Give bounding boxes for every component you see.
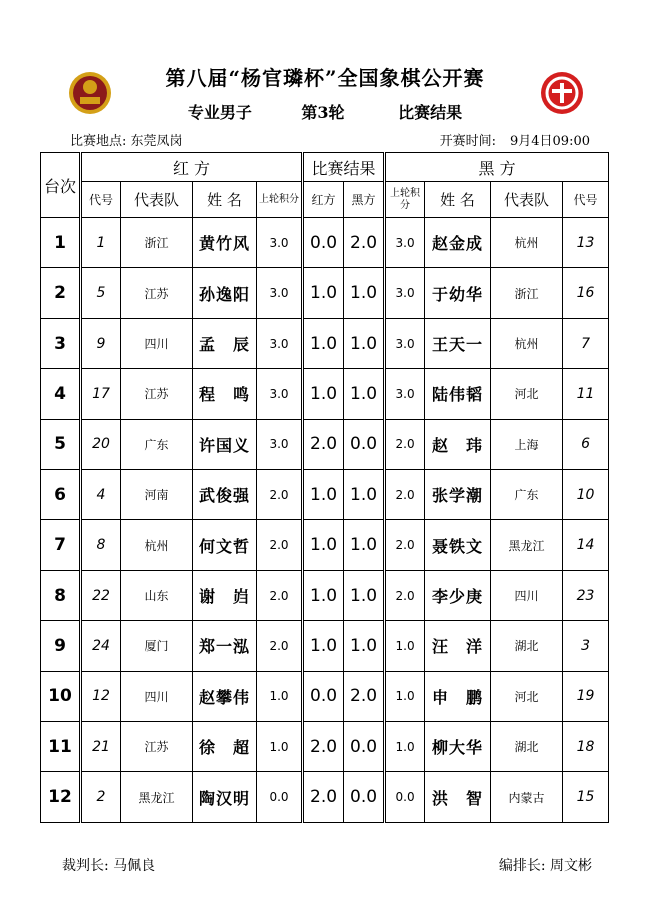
- black-code: 7: [563, 318, 609, 368]
- red-result-header: 红方: [303, 182, 344, 218]
- red-result: 0.0: [303, 218, 344, 268]
- black-team: 河北: [491, 369, 563, 419]
- table-row: [41, 369, 609, 419]
- black-name: 赵金成: [425, 218, 491, 268]
- red-result: 2.0: [303, 722, 344, 772]
- red-name: 武俊强: [193, 470, 257, 520]
- red-name: 谢 岿: [193, 570, 257, 620]
- red-team: 河南: [121, 470, 193, 520]
- category-label: 专业男子: [187, 103, 252, 122]
- black-team: 湖北: [491, 621, 563, 671]
- red-name: 孟 辰: [193, 318, 257, 368]
- red-code: 12: [81, 671, 121, 721]
- red-result: 1.0: [303, 621, 344, 671]
- black-prev-pts: 2.0: [385, 570, 425, 620]
- board-number: 6: [41, 470, 81, 520]
- red-team: 广东: [121, 419, 193, 469]
- board-number: 9: [41, 621, 81, 671]
- red-team: 黑龙江: [121, 772, 193, 823]
- red-prev-pts: 2.0: [257, 621, 303, 671]
- black-name-header: 姓 名: [425, 182, 491, 218]
- black-result: 1.0: [344, 520, 385, 570]
- black-prev-pts: 3.0: [385, 318, 425, 368]
- red-prev-pts: 2.0: [257, 520, 303, 570]
- black-prev-pts: 3.0: [385, 369, 425, 419]
- page-subtitle: [0, 100, 650, 123]
- black-name: 王天一: [425, 318, 491, 368]
- red-team: 厦门: [121, 621, 193, 671]
- red-prev-pts: 2.0: [257, 570, 303, 620]
- red-result: 1.0: [303, 520, 344, 570]
- black-code: 18: [563, 722, 609, 772]
- black-name: 柳大华: [425, 722, 491, 772]
- venue-text: 比赛地点: 东莞凤岗: [70, 134, 183, 149]
- red-prev-pts: 0.0: [257, 772, 303, 823]
- board-number: 5: [41, 419, 81, 469]
- red-name: 许国义: [193, 419, 257, 469]
- black-prev-pts: 2.0: [385, 419, 425, 469]
- black-code: 16: [563, 268, 609, 318]
- header-row-2: [41, 182, 609, 218]
- black-pts-header: 上轮积分: [385, 182, 425, 218]
- round-label: 第3轮: [301, 103, 345, 122]
- red-code: 4: [81, 470, 121, 520]
- start-time-value: 9月4日09:00: [509, 134, 590, 149]
- board-number: 4: [41, 369, 81, 419]
- black-prev-pts: 1.0: [385, 671, 425, 721]
- table-row: [41, 318, 609, 368]
- black-team: 杭州: [491, 218, 563, 268]
- black-prev-pts: 0.0: [385, 772, 425, 823]
- red-prev-pts: 2.0: [257, 470, 303, 520]
- black-code: 19: [563, 671, 609, 721]
- page-title: 第八届“杨官璘杯”全国象棋公开赛: [165, 66, 485, 90]
- board-number: 1: [41, 218, 81, 268]
- red-name: 郑一泓: [193, 621, 257, 671]
- black-result: 1.0: [344, 470, 385, 520]
- black-code: 6: [563, 419, 609, 469]
- red-name: 赵攀伟: [193, 671, 257, 721]
- red-code: 24: [81, 621, 121, 671]
- black-team-header: 代表队: [491, 182, 563, 218]
- red-team: 江苏: [121, 369, 193, 419]
- red-code: 9: [81, 318, 121, 368]
- black-code: 13: [563, 218, 609, 268]
- black-team: 河北: [491, 671, 563, 721]
- black-code-header: 代号: [563, 182, 609, 218]
- black-prev-pts: 3.0: [385, 218, 425, 268]
- black-name: 申 鹏: [425, 671, 491, 721]
- table-row: [41, 621, 609, 671]
- red-result: 2.0: [303, 772, 344, 823]
- black-team: 内蒙古: [491, 772, 563, 823]
- red-prev-pts: 1.0: [257, 722, 303, 772]
- black-name: 赵 玮: [425, 419, 491, 469]
- black-result: 2.0: [344, 671, 385, 721]
- red-prev-pts: 3.0: [257, 369, 303, 419]
- board-number: 12: [41, 772, 81, 823]
- red-pts-header: 上轮积分: [257, 182, 303, 218]
- red-team: 四川: [121, 318, 193, 368]
- black-result: 2.0: [344, 218, 385, 268]
- black-name: 陆伟韬: [425, 369, 491, 419]
- red-name: 何文哲: [193, 520, 257, 570]
- red-name: 徐 超: [193, 722, 257, 772]
- table-row: [41, 470, 609, 520]
- red-team: 江苏: [121, 268, 193, 318]
- board-number: 7: [41, 520, 81, 570]
- red-name: 黄竹风: [193, 218, 257, 268]
- black-code: 10: [563, 470, 609, 520]
- black-team: 黑龙江: [491, 520, 563, 570]
- black-team: 杭州: [491, 318, 563, 368]
- black-result-header: 黑方: [344, 182, 385, 218]
- start-time-info: [440, 130, 590, 149]
- red-result: 1.0: [303, 318, 344, 368]
- red-code: 5: [81, 268, 121, 318]
- black-prev-pts: 3.0: [385, 268, 425, 318]
- board-number: 2: [41, 268, 81, 318]
- red-team: 杭州: [121, 520, 193, 570]
- black-result: 0.0: [344, 722, 385, 772]
- red-name-header: 姓 名: [193, 182, 257, 218]
- table-row: [41, 218, 609, 268]
- red-prev-pts: 1.0: [257, 671, 303, 721]
- black-result: 1.0: [344, 318, 385, 368]
- board-number: 10: [41, 671, 81, 721]
- black-name: 张学潮: [425, 470, 491, 520]
- red-result: 1.0: [303, 369, 344, 419]
- black-team: 广东: [491, 470, 563, 520]
- red-code: 2: [81, 772, 121, 823]
- board-number: 3: [41, 318, 81, 368]
- red-name: 程 鸣: [193, 369, 257, 419]
- red-code: 21: [81, 722, 121, 772]
- board-number: 8: [41, 570, 81, 620]
- black-name: 汪 洋: [425, 621, 491, 671]
- board-header: 台次: [41, 153, 81, 218]
- black-code: 14: [563, 520, 609, 570]
- table-row: [41, 772, 609, 823]
- red-team: 四川: [121, 671, 193, 721]
- black-prev-pts: 2.0: [385, 470, 425, 520]
- black-code: 23: [563, 570, 609, 620]
- black-prev-pts: 2.0: [385, 520, 425, 570]
- black-team: 上海: [491, 419, 563, 469]
- table-row: [41, 419, 609, 469]
- red-prev-pts: 3.0: [257, 268, 303, 318]
- arranger-text: 编排长: 周文彬: [498, 858, 592, 874]
- red-name: 孙逸阳: [193, 268, 257, 318]
- black-result: 1.0: [344, 268, 385, 318]
- header-row-1: [41, 153, 609, 182]
- result-label: 比赛结果: [398, 103, 463, 122]
- red-result: 1.0: [303, 570, 344, 620]
- black-prev-pts: 1.0: [385, 722, 425, 772]
- red-code: 20: [81, 419, 121, 469]
- black-team: 四川: [491, 570, 563, 620]
- red-prev-pts: 3.0: [257, 218, 303, 268]
- table-row: [41, 268, 609, 318]
- black-code: 11: [563, 369, 609, 419]
- black-name: 于幼华: [425, 268, 491, 318]
- black-result: 1.0: [344, 621, 385, 671]
- black-name: 李少庚: [425, 570, 491, 620]
- red-team-header: 代表队: [121, 182, 193, 218]
- red-code: 8: [81, 520, 121, 570]
- black-side-header: 黑 方: [385, 153, 609, 182]
- red-code: 1: [81, 218, 121, 268]
- table-row: [41, 722, 609, 772]
- start-time-label: 开赛时间:: [439, 134, 496, 149]
- red-result: 2.0: [303, 419, 344, 469]
- results-table: [40, 152, 609, 823]
- red-team: 浙江: [121, 218, 193, 268]
- referee-text: 裁判长: 马佩良: [62, 858, 156, 874]
- black-team: 湖北: [491, 722, 563, 772]
- black-team: 浙江: [491, 268, 563, 318]
- red-result: 1.0: [303, 268, 344, 318]
- red-name: 陶汉明: [193, 772, 257, 823]
- black-prev-pts: 1.0: [385, 621, 425, 671]
- red-code: 17: [81, 369, 121, 419]
- red-prev-pts: 3.0: [257, 318, 303, 368]
- black-result: 0.0: [344, 419, 385, 469]
- red-result: 0.0: [303, 671, 344, 721]
- black-name: 聂铁文: [425, 520, 491, 570]
- black-result: 1.0: [344, 369, 385, 419]
- red-team: 江苏: [121, 722, 193, 772]
- black-result: 0.0: [344, 772, 385, 823]
- red-code-header: 代号: [81, 182, 121, 218]
- red-result: 1.0: [303, 470, 344, 520]
- black-name: 洪 智: [425, 772, 491, 823]
- board-number: 11: [41, 722, 81, 772]
- red-side-header: 红 方: [81, 153, 303, 182]
- red-code: 22: [81, 570, 121, 620]
- red-team: 山东: [121, 570, 193, 620]
- table-row: [41, 570, 609, 620]
- table-row: [41, 671, 609, 721]
- black-code: 3: [563, 621, 609, 671]
- black-result: 1.0: [344, 570, 385, 620]
- red-prev-pts: 3.0: [257, 419, 303, 469]
- match-result-header: 比赛结果: [303, 153, 385, 182]
- black-code: 15: [563, 772, 609, 823]
- table-row: [41, 520, 609, 570]
